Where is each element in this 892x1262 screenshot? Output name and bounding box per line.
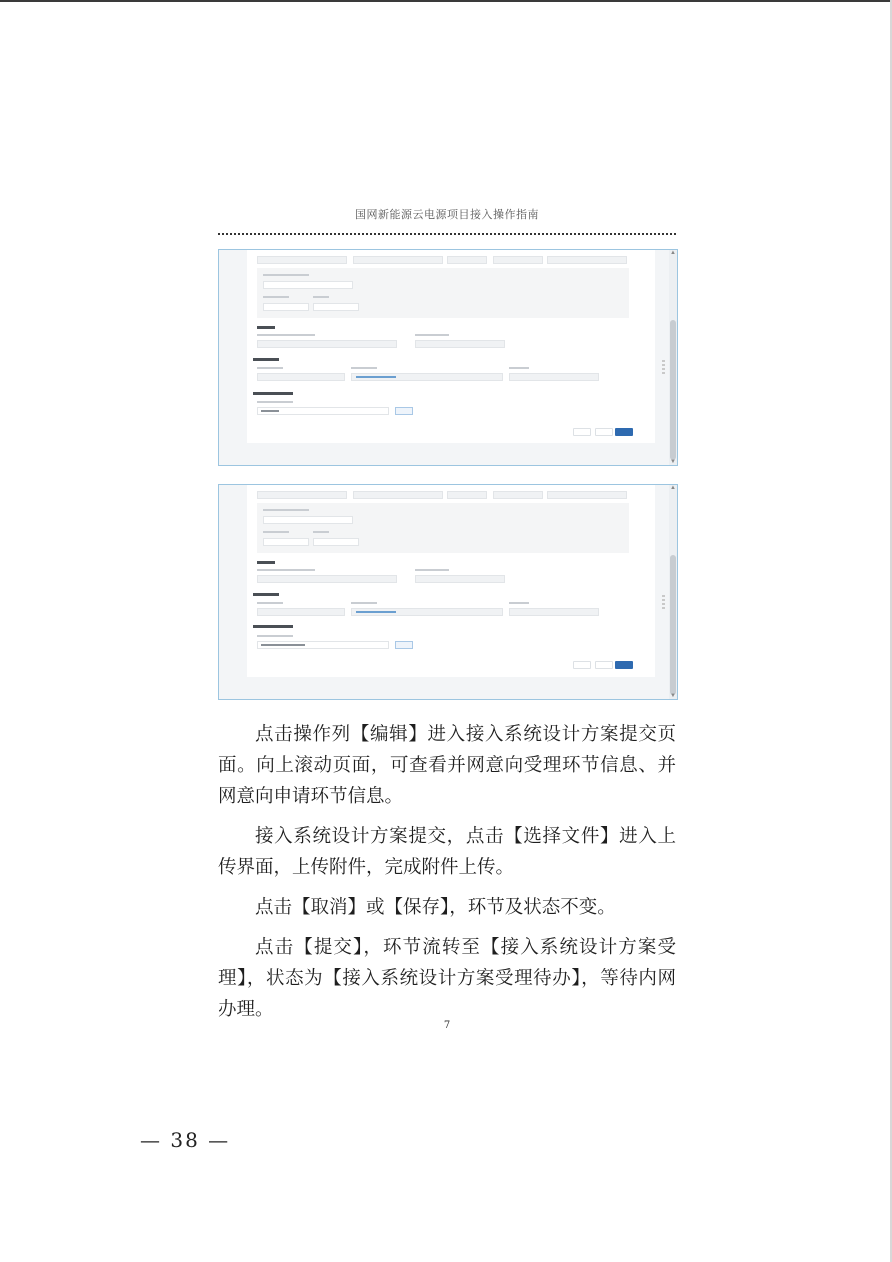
paragraph: 点击【提交】，环节流转至【接入系统设计方案受理】，状态为【接入系统设计方案受理待办】，等待内网办理。 (218, 937, 676, 1020)
form-field (415, 575, 505, 583)
scroll-up-arrow[interactable]: ▲ (670, 250, 676, 256)
form-field (257, 256, 347, 264)
scroll-down-arrow[interactable]: ▼ (670, 693, 676, 699)
paragraph: 点击【取消】或【保存】，环节及状态不变。 (255, 897, 616, 918)
capacity-panel (257, 503, 629, 553)
form-field (257, 575, 397, 583)
submit-button[interactable] (615, 428, 633, 436)
form-field (447, 256, 487, 264)
form-field (257, 608, 345, 616)
header-rule (218, 233, 676, 235)
scroll-grip (662, 595, 665, 611)
form-field (547, 256, 627, 264)
form-field (509, 373, 599, 381)
cancel-button[interactable] (573, 661, 591, 669)
form-field (415, 340, 505, 348)
section-title (253, 392, 293, 395)
form-field (447, 491, 487, 499)
choose-file-button[interactable] (395, 407, 413, 415)
attachment-field (351, 373, 503, 381)
attachment-field (351, 608, 503, 616)
screenshot-file-uploaded-view (218, 484, 678, 700)
page-number: — 38 — (140, 1128, 231, 1152)
section-title (257, 326, 275, 329)
form-field (257, 340, 397, 348)
inner-page-number: 7 (443, 1020, 451, 1031)
scrollbar[interactable] (669, 485, 677, 699)
form-field (493, 491, 543, 499)
scroll-grip (662, 360, 665, 376)
submit-button[interactable] (615, 661, 633, 669)
scrollbar-thumb[interactable] (670, 320, 676, 460)
save-button[interactable] (595, 428, 613, 436)
section-title (257, 561, 275, 564)
form-card (247, 485, 655, 677)
cancel-button[interactable] (573, 428, 591, 436)
screenshot-scroll-up-view (218, 249, 678, 466)
form-field (257, 491, 347, 499)
choose-file-button[interactable] (395, 641, 413, 649)
capacity-panel (257, 268, 629, 318)
form-field (547, 491, 627, 499)
section-title (253, 625, 293, 628)
form-field (353, 256, 443, 264)
running-header: 国网新能源云电源项目接入操作指南 (355, 208, 539, 221)
paragraph: 点击操作列【编辑】进入接入系统设计方案提交页面。向上滚动页面，可查看并网意向受理环节信息、并网意向申请环节信息。 (218, 724, 676, 807)
instruction-text (218, 719, 676, 1034)
form-field (509, 608, 599, 616)
paragraph: 接入系统设计方案提交，点击【选择文件】进入上传界面，上传附件，完成附件上传。 (218, 826, 676, 878)
page-top-border (0, 0, 892, 2)
scroll-down-arrow[interactable]: ▼ (670, 459, 676, 465)
file-input[interactable] (257, 641, 389, 649)
scrollbar-thumb[interactable] (670, 555, 676, 695)
form-card (247, 250, 655, 443)
form-field (493, 256, 543, 264)
scrollbar[interactable] (669, 250, 677, 465)
file-input[interactable] (257, 407, 389, 415)
form-field (353, 491, 443, 499)
save-button[interactable] (595, 661, 613, 669)
section-title (253, 593, 279, 596)
scroll-up-arrow[interactable]: ▲ (670, 485, 676, 491)
form-field (257, 373, 345, 381)
section-title (253, 358, 279, 361)
